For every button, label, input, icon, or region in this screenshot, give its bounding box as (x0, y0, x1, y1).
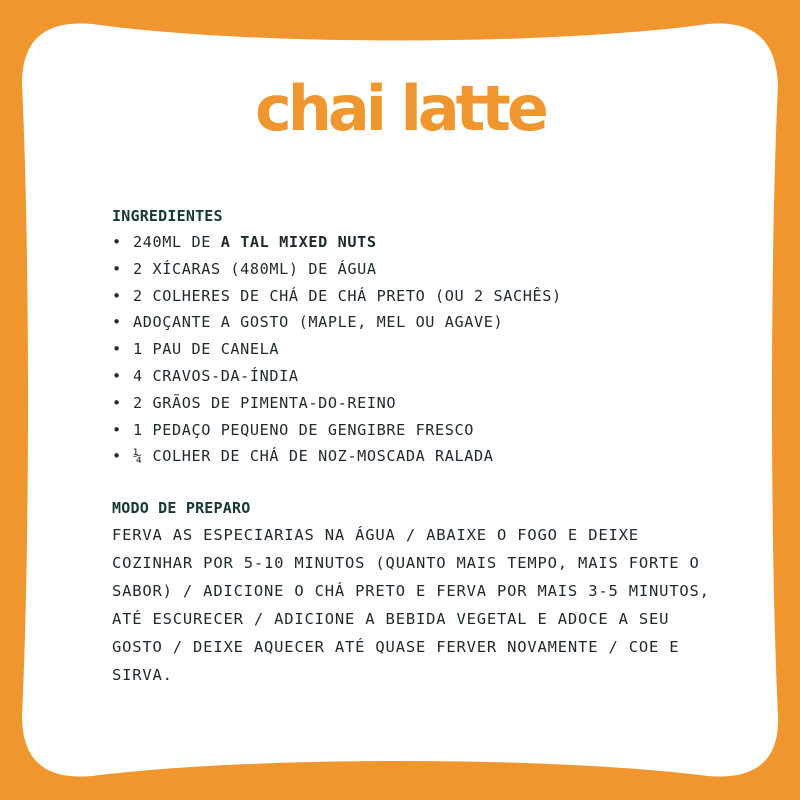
bullet-icon: • (112, 259, 122, 278)
ingredient-text: 4 CRAVOS-DA-ÍNDIA (133, 366, 299, 385)
ingredient-item (112, 256, 562, 283)
preparation-section (112, 495, 712, 689)
bullet-icon: • (112, 313, 122, 332)
ingredient-list (112, 229, 562, 470)
bullet-icon: • (112, 286, 122, 305)
ingredient-item (112, 390, 562, 417)
ingredients-section (112, 203, 562, 470)
ingredient-item (112, 283, 562, 310)
bullet-icon: • (112, 366, 122, 385)
ingredient-item (112, 336, 562, 363)
ingredient-text: 2 GRÃOS DE PIMENTA-DO-REINO (133, 393, 397, 412)
ingredient-text: 240ML DE (133, 233, 221, 251)
ingredient-text: ¼ COLHER DE CHÁ DE NOZ-MOSCADA RALADA (133, 447, 494, 466)
ingredient-text: 1 PEDAÇO PEQUENO DE GENGIBRE FRESCO (133, 420, 475, 439)
ingredient-item (112, 417, 562, 444)
preparation-heading: MODO DE PREPARO (112, 499, 251, 517)
ingredient-brand: A TAL MIXED NUTS (220, 233, 377, 251)
ingredient-text: ADOÇANTE A GOSTO (MAPLE, MEL OU AGAVE) (133, 313, 504, 332)
ingredient-item (112, 229, 562, 256)
bullet-icon: • (112, 447, 122, 466)
recipe-title: chai latte (255, 72, 545, 145)
bullet-icon: • (112, 420, 122, 439)
ingredient-text: 2 COLHERES DE CHÁ DE CHÁ PRETO (OU 2 SACHÊS) (133, 286, 562, 305)
ingredient-item (112, 443, 562, 470)
bullet-icon: • (112, 340, 122, 359)
bullet-icon: • (112, 233, 122, 251)
ingredient-item (112, 363, 562, 390)
ingredients-heading: INGREDIENTES (112, 207, 223, 225)
preparation-text: FERVA AS ESPECIARIAS NA ÁGUA / ABAIXE O FOGO E DEIXE COZINHAR POR 5-10 MINUTOS (QUANTO MAIS TEMPO, MAIS FORTE O SABOR) / ADICIONE O CHÁ PRETO E FERVA POR MAIS 3-5 MINUTOS, ATÉ ESCURECER / ADICIONE A BEBIDA VEGETAL E ADOCE A SEU GOSTO / DEIXE AQUECER ATÉ QUASE FERVER NOVAMENTE / COE E SIRVA. (112, 526, 710, 684)
ingredient-item (112, 309, 562, 336)
bullet-icon: • (112, 393, 122, 412)
ingredient-text: 1 PAU DE CANELA (133, 340, 280, 359)
ingredient-text: 2 XÍCARAS (480ML) DE ÁGUA (133, 259, 377, 278)
